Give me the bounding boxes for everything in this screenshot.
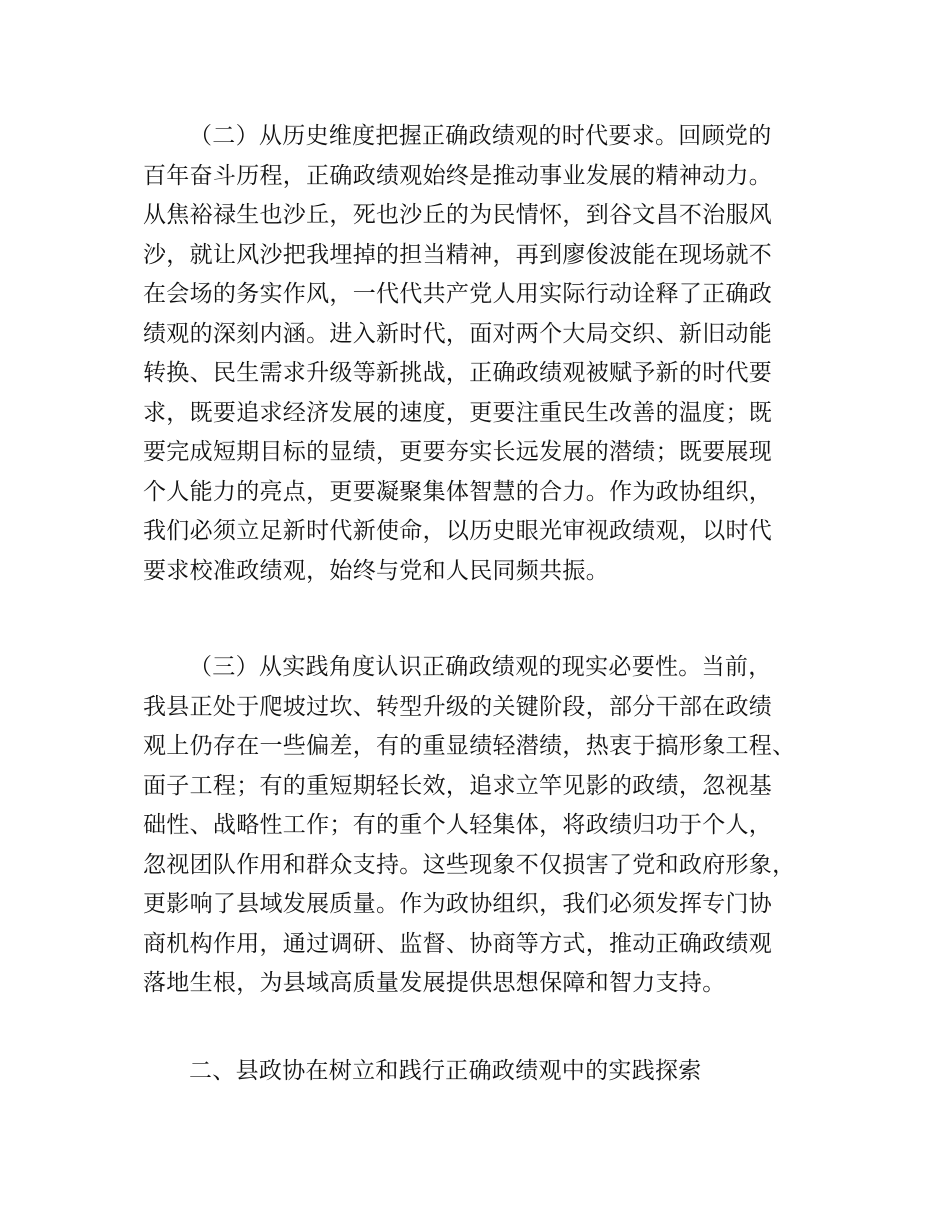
paragraph-historical-dimension [143, 117, 833, 591]
paragraph-line: 落地生根，为县域高质量发展提供思想保障和智力支持。 [143, 970, 726, 996]
paragraph-line: 在会场的务实作风，一代代共产党人用实际行动诠释了正确政 [143, 281, 773, 307]
paragraph-line: 面子工程；有的重短期轻长效，追求立竿见影的政绩，忽视基 [143, 772, 773, 799]
paragraph-line: （二）从历史维度把握正确政绩观的时代要求。回顾党的 [189, 123, 772, 149]
paragraph-line: 忽视团队作用和群众支持。这些现象不仅损害了党和政府形象， [143, 851, 796, 878]
paragraph-line: 百年奋斗历程，正确政绩观始终是推动事业发展的精神动力。 [143, 162, 773, 189]
paragraph-line: 求，既要追求经济发展的速度，更要注重民生改善的温度；既 [143, 399, 773, 426]
paragraph-line: 个人能力的亮点，更要凝聚集体智慧的合力。作为政协组织， [143, 478, 773, 505]
paragraph-practical-necessity [143, 648, 833, 1004]
paragraph-line: 要求校准政绩观，始终与党和人民同频共振。 [143, 557, 609, 584]
paragraph-line: 绩观的深刻内涵。进入新时代，面对两个大局交织、新旧动能 [143, 320, 773, 347]
paragraph-line: 础性、战略性工作；有的重个人轻集体，将政绩归功于个人， [143, 812, 773, 838]
paragraph-line: （三）从实践角度认识正确政绩观的现实必要性。当前， [189, 654, 772, 680]
paragraph-line: 更影响了县域发展质量。作为政协组织，我们必须发挥专门协 [143, 891, 773, 917]
paragraph-line: 转换、民生需求升级等新挑战，正确政绩观被赋予新的时代要 [143, 360, 773, 386]
paragraph-line: 我们必须立足新时代新使命，以历史眼光审视政绩观，以时代 [143, 518, 773, 544]
paragraph-line: 沙，就让风沙把我埋掉的担当精神，再到廖俊波能在现场就不 [143, 241, 773, 268]
section-heading: 二、县政协在树立和践行正确政绩观中的实践探索 [189, 1058, 702, 1084]
paragraph-line: 要完成短期目标的显绩，更要夯实长远发展的潜绩；既要展现 [143, 439, 773, 465]
paragraph-line: 观上仍存在一些偏差，有的重显绩轻潜绩，热衷于搞形象工程、 [143, 733, 796, 759]
paragraph-line: 我县正处于爬坡过坎、转型升级的关键阶段，部分干部在政绩 [143, 693, 773, 720]
paragraph-line: 从焦裕禄生也沙丘，死也沙丘的为民情怀，到谷文昌不治服风 [143, 202, 773, 228]
paragraph-line: 商机构作用，通过调研、监督、协商等方式，推动正确政绩观 [143, 930, 773, 957]
